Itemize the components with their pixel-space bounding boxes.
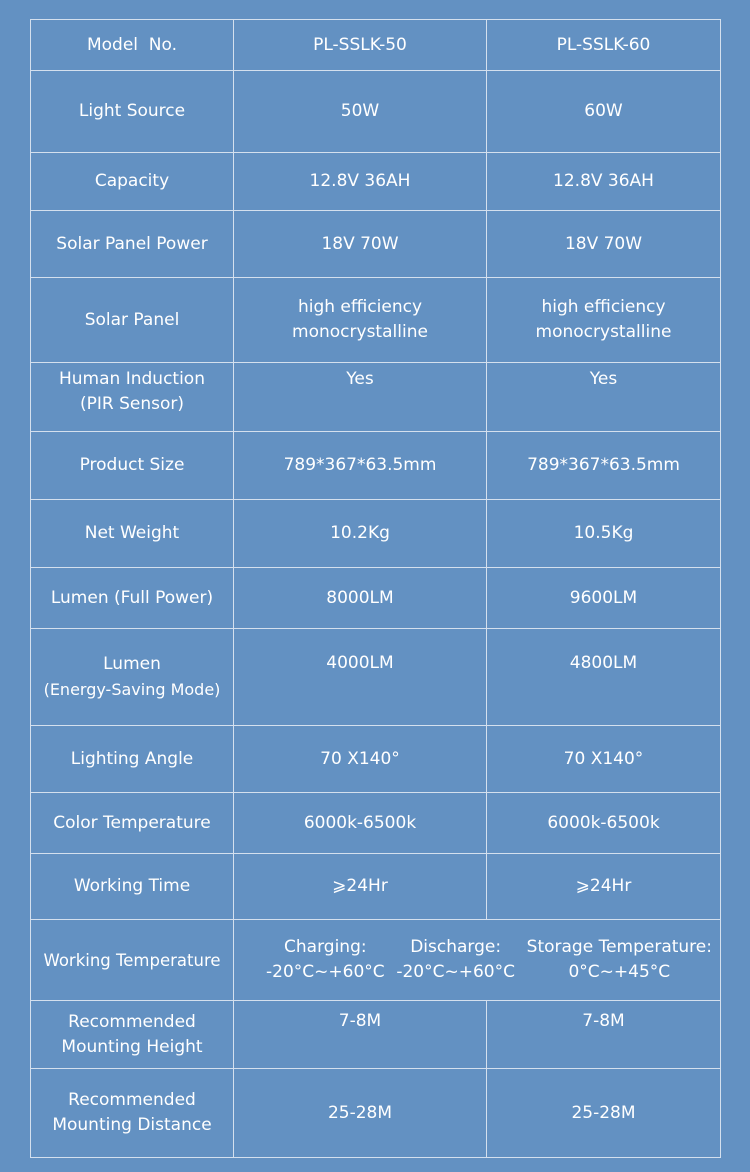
charging-value: -20°C~+60°C bbox=[266, 962, 385, 982]
value-b: 789*367*63.5mm bbox=[527, 455, 680, 475]
row-label-line-1: Recommended bbox=[68, 1011, 196, 1032]
table-row bbox=[31, 153, 721, 211]
row-label: Working Time bbox=[73, 876, 191, 896]
row-label-line-2: Mounting Height bbox=[61, 1036, 203, 1057]
table-row bbox=[31, 363, 721, 432]
table-row bbox=[31, 1001, 721, 1069]
value-b: 60W bbox=[584, 101, 623, 121]
value-b-cell bbox=[487, 1069, 721, 1158]
working-temperature-values bbox=[236, 935, 718, 985]
value-b: Yes bbox=[589, 369, 618, 389]
charging-label: Charging: bbox=[284, 937, 367, 957]
row-label-cell bbox=[31, 629, 234, 726]
value-a-cell bbox=[234, 211, 487, 278]
row-label-line-2: Mounting Distance bbox=[52, 1115, 212, 1135]
header-label: Model No. bbox=[86, 34, 178, 55]
row-label: Lighting Angle bbox=[70, 748, 194, 769]
row-label-line-2: (PIR Sensor) bbox=[79, 394, 185, 414]
value-b-cell bbox=[487, 568, 721, 629]
table-row bbox=[31, 629, 721, 726]
row-label-cell bbox=[31, 71, 234, 153]
value-b-line-2: monocrystalline bbox=[535, 322, 672, 342]
value-a: 10.2Kg bbox=[330, 523, 390, 543]
row-label-cell bbox=[31, 153, 234, 211]
row-label: Net Weight bbox=[84, 523, 180, 543]
value-a-cell bbox=[234, 363, 487, 432]
value-b: 12.8V 36AH bbox=[553, 171, 654, 191]
value-b-cell bbox=[487, 854, 721, 920]
value-a-cell bbox=[234, 629, 487, 726]
value-b-line-1: high efficiency bbox=[541, 297, 666, 317]
value-a-cell bbox=[234, 854, 487, 920]
table-row bbox=[31, 500, 721, 568]
value-b: 70 X140° bbox=[563, 748, 644, 769]
row-label-cell bbox=[31, 211, 234, 278]
row-label-cell bbox=[31, 278, 234, 363]
value-a: 6000k-6500k bbox=[303, 812, 417, 833]
value-b: 4800LM bbox=[569, 653, 638, 673]
row-label-line-2: (Energy-Saving Mode) bbox=[43, 680, 221, 699]
row-label-cell bbox=[31, 500, 234, 568]
model-a-cell bbox=[234, 20, 487, 71]
spec-table bbox=[30, 19, 721, 1158]
value-b-cell bbox=[487, 71, 721, 153]
header-label-cell bbox=[31, 20, 234, 71]
value-b-cell bbox=[487, 726, 721, 793]
row-label-cell bbox=[31, 1001, 234, 1069]
value-a-cell bbox=[234, 432, 487, 500]
value-b: 6000k-6500k bbox=[547, 812, 660, 833]
value-a-cell bbox=[234, 1001, 487, 1069]
charging-temp bbox=[266, 935, 385, 985]
value-a-cell bbox=[234, 500, 487, 568]
discharge-temp bbox=[396, 935, 515, 985]
row-label: Lumen (Full Power) bbox=[50, 587, 214, 608]
row-label-cell bbox=[31, 363, 234, 432]
row-label-line-1: Lumen bbox=[103, 654, 161, 674]
table-row bbox=[31, 726, 721, 793]
value-a: 4000LM bbox=[326, 653, 394, 673]
value-a-line-2: monocrystalline bbox=[292, 322, 428, 342]
table-row bbox=[31, 854, 721, 920]
row-label-line-1: Human Induction bbox=[59, 369, 205, 389]
working-temperature-value-cell bbox=[234, 920, 721, 1001]
value-b-cell bbox=[487, 363, 721, 432]
table-row bbox=[31, 568, 721, 629]
table-row bbox=[31, 71, 721, 153]
value-a: 18V 70W bbox=[321, 233, 399, 254]
row-label: Light Source bbox=[78, 101, 186, 121]
row-label: Solar Panel bbox=[84, 309, 180, 330]
discharge-label: Discharge: bbox=[410, 937, 502, 957]
working-temperature-row bbox=[31, 920, 721, 1001]
value-b-cell bbox=[487, 153, 721, 211]
value-b: 18V 70W bbox=[564, 233, 643, 254]
row-label-cell bbox=[31, 793, 234, 854]
storage-temp bbox=[527, 935, 712, 985]
value-a-cell bbox=[234, 726, 487, 793]
row-label: Working Temperature bbox=[43, 950, 221, 970]
value-a: ⩾24Hr bbox=[332, 876, 388, 896]
value-b: 7-8M bbox=[582, 1011, 625, 1031]
value-a-cell bbox=[234, 568, 487, 629]
value-a-cell bbox=[234, 793, 487, 854]
value-b: 10.5Kg bbox=[573, 523, 634, 543]
value-b-cell bbox=[487, 500, 721, 568]
value-a: 8000LM bbox=[326, 587, 394, 608]
value-a-cell bbox=[234, 278, 487, 363]
discharge-value: -20°C~+60°C bbox=[396, 962, 515, 982]
value-a: 25-28M bbox=[327, 1102, 393, 1123]
value-a: 7-8M bbox=[338, 1011, 382, 1031]
value-a-cell bbox=[234, 153, 487, 211]
value-b-cell bbox=[487, 432, 721, 500]
row-label: Color Temperature bbox=[53, 812, 211, 833]
value-a: 70 X140° bbox=[320, 748, 400, 769]
table-row bbox=[31, 793, 721, 854]
table-row bbox=[31, 432, 721, 500]
value-b-cell bbox=[487, 1001, 721, 1069]
row-label-cell bbox=[31, 432, 234, 500]
value-b-cell bbox=[487, 278, 721, 363]
row-label-cell bbox=[31, 1069, 234, 1158]
row-label: Solar Panel Power bbox=[56, 233, 208, 254]
value-a: 12.8V 36AH bbox=[309, 171, 411, 191]
storage-value: 0°C~+45°C bbox=[568, 962, 671, 982]
value-a-cell bbox=[234, 1069, 487, 1158]
value-a: 789*367*63.5mm bbox=[283, 455, 437, 475]
model-a: PL-SSLK-50 bbox=[313, 34, 407, 55]
value-b-cell bbox=[487, 629, 721, 726]
table-row bbox=[31, 1069, 721, 1158]
row-label-cell bbox=[31, 854, 234, 920]
value-a-cell bbox=[234, 71, 487, 153]
storage-label: Storage Temperature: bbox=[526, 937, 712, 957]
row-label-cell bbox=[31, 920, 234, 1001]
table-row bbox=[31, 211, 721, 278]
row-label-cell bbox=[31, 726, 234, 793]
value-a: Yes bbox=[346, 369, 374, 389]
row-label: Product Size bbox=[79, 455, 185, 475]
value-b: 25-28M bbox=[571, 1102, 636, 1123]
header-row bbox=[31, 20, 721, 71]
value-a-line-1: high efficiency bbox=[297, 297, 423, 317]
value-a: 50W bbox=[340, 101, 380, 121]
model-b-cell bbox=[487, 20, 721, 71]
model-b: PL-SSLK-60 bbox=[556, 34, 651, 55]
row-label: Capacity bbox=[94, 171, 170, 191]
value-b: 9600LM bbox=[569, 587, 638, 608]
value-b: ⩾24Hr bbox=[575, 876, 632, 896]
table-row bbox=[31, 278, 721, 363]
value-b-cell bbox=[487, 793, 721, 854]
value-b-cell bbox=[487, 211, 721, 278]
row-label-cell bbox=[31, 568, 234, 629]
row-label-line-1: Recommended bbox=[68, 1090, 196, 1110]
